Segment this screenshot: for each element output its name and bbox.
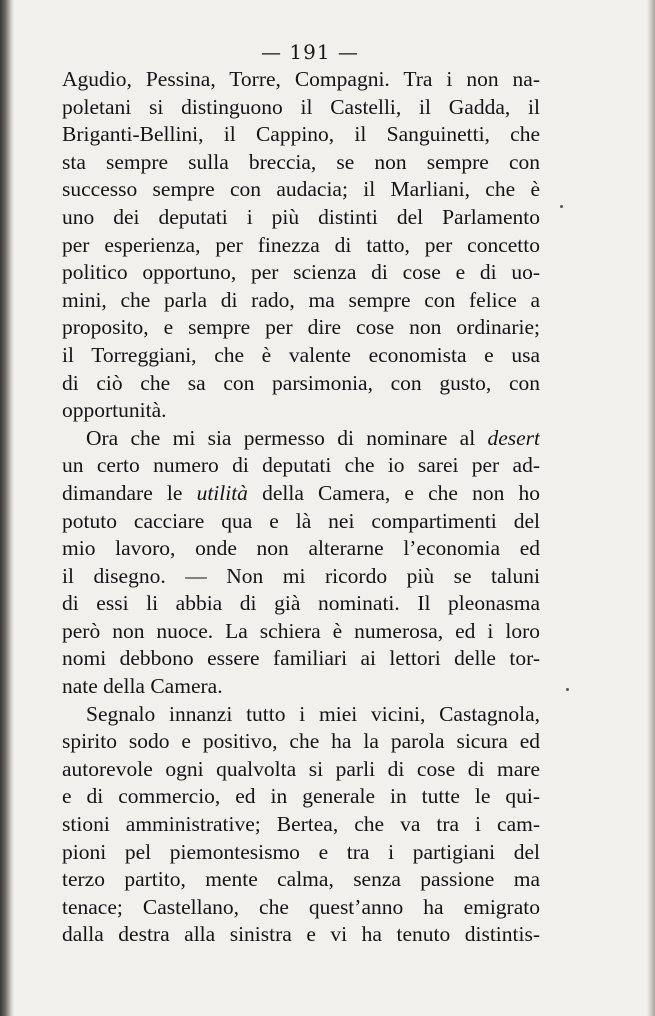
text-line: dimandare le utilità della Camera, e che non ho bbox=[62, 480, 540, 505]
text-line: proposito, e sempre per dire cose non ordinarie; bbox=[62, 315, 540, 340]
text-line: politico opportuno, per scienza di cose e di uo- bbox=[62, 260, 540, 285]
text-line: sta sempre sulla breccia, se non sempre con bbox=[62, 149, 540, 174]
text-line: stioni amministrative; Bertea, che va tra i cam- bbox=[62, 812, 540, 837]
page-number: — 191 — bbox=[261, 40, 359, 64]
text-line: un certo numero di deputati che io sarei per ad- bbox=[62, 453, 540, 478]
text-line: il disegno. — Non mi ricordo più se taluni bbox=[62, 563, 540, 588]
text-line: per esperienza, per finezza di tatto, per concetto bbox=[62, 232, 540, 257]
text-line: successo sempre con audacia; il Marliani, che è bbox=[62, 177, 540, 202]
text-line: autorevole ogni qualvolta si parli di cose di mare bbox=[62, 756, 540, 781]
text-line: dalla destra alla sinistra e vi ha tenuto distintis- bbox=[62, 922, 540, 947]
paper-speck bbox=[566, 688, 569, 691]
text-line: opportunità. bbox=[62, 398, 167, 423]
text-line: Agudio, Pessina, Torre, Compagni. Tra i non na- bbox=[62, 67, 540, 91]
text-line: mini, che parla di rado, ma sempre con felice a bbox=[62, 287, 540, 312]
text-line: poletani si distinguono il Castelli, il Gadda, il bbox=[62, 94, 540, 119]
text-line: spirito sodo e positivo, che ha la parola sicura ed bbox=[62, 729, 540, 754]
page-edge-shadow bbox=[647, 0, 655, 1016]
text-line: il Torreggiani, che è valente economista e usa bbox=[62, 342, 540, 367]
text-line: nomi debbono essere familiari ai lettori delle tor- bbox=[62, 646, 540, 671]
paper-speck bbox=[560, 205, 563, 208]
text-line: pioni pel piemontesismo e tra i partigiani del bbox=[62, 839, 540, 864]
text-line: potuto cacciare qua e là nei compartimenti del bbox=[62, 508, 540, 533]
text-line: Ora che mi sia permesso di nominare al desert bbox=[86, 425, 540, 450]
text-line: tenace; Castellano, che quest’anno ha emigrato bbox=[62, 894, 540, 919]
text-line: mio lavoro, onde non alterarne l’economia ed bbox=[62, 536, 540, 561]
text-line: però non nuoce. La schiera è numerosa, ed i loro bbox=[62, 618, 540, 643]
text-line: terzo partito, mente calma, senza passione ma bbox=[62, 867, 540, 892]
text-line: nate della Camera. bbox=[62, 674, 223, 699]
text-line: uno dei deputati i più distinti del Parlamento bbox=[62, 204, 540, 229]
text-line: di essi li abbia di già nominati. Il pleonasma bbox=[62, 591, 540, 616]
body-text bbox=[62, 66, 540, 949]
text-line: Briganti-Bellini, il Cappino, il Sanguinetti, che bbox=[62, 122, 540, 147]
text-line: di ciò che sa con parsimonia, con gusto, con bbox=[62, 370, 540, 395]
text-line: e di commercio, ed in generale in tutte le qui- bbox=[62, 784, 540, 809]
page-gutter-shadow bbox=[0, 0, 14, 1016]
text-line: Segnalo innanzi tutto i miei vicini, Castagnola, bbox=[86, 701, 540, 726]
